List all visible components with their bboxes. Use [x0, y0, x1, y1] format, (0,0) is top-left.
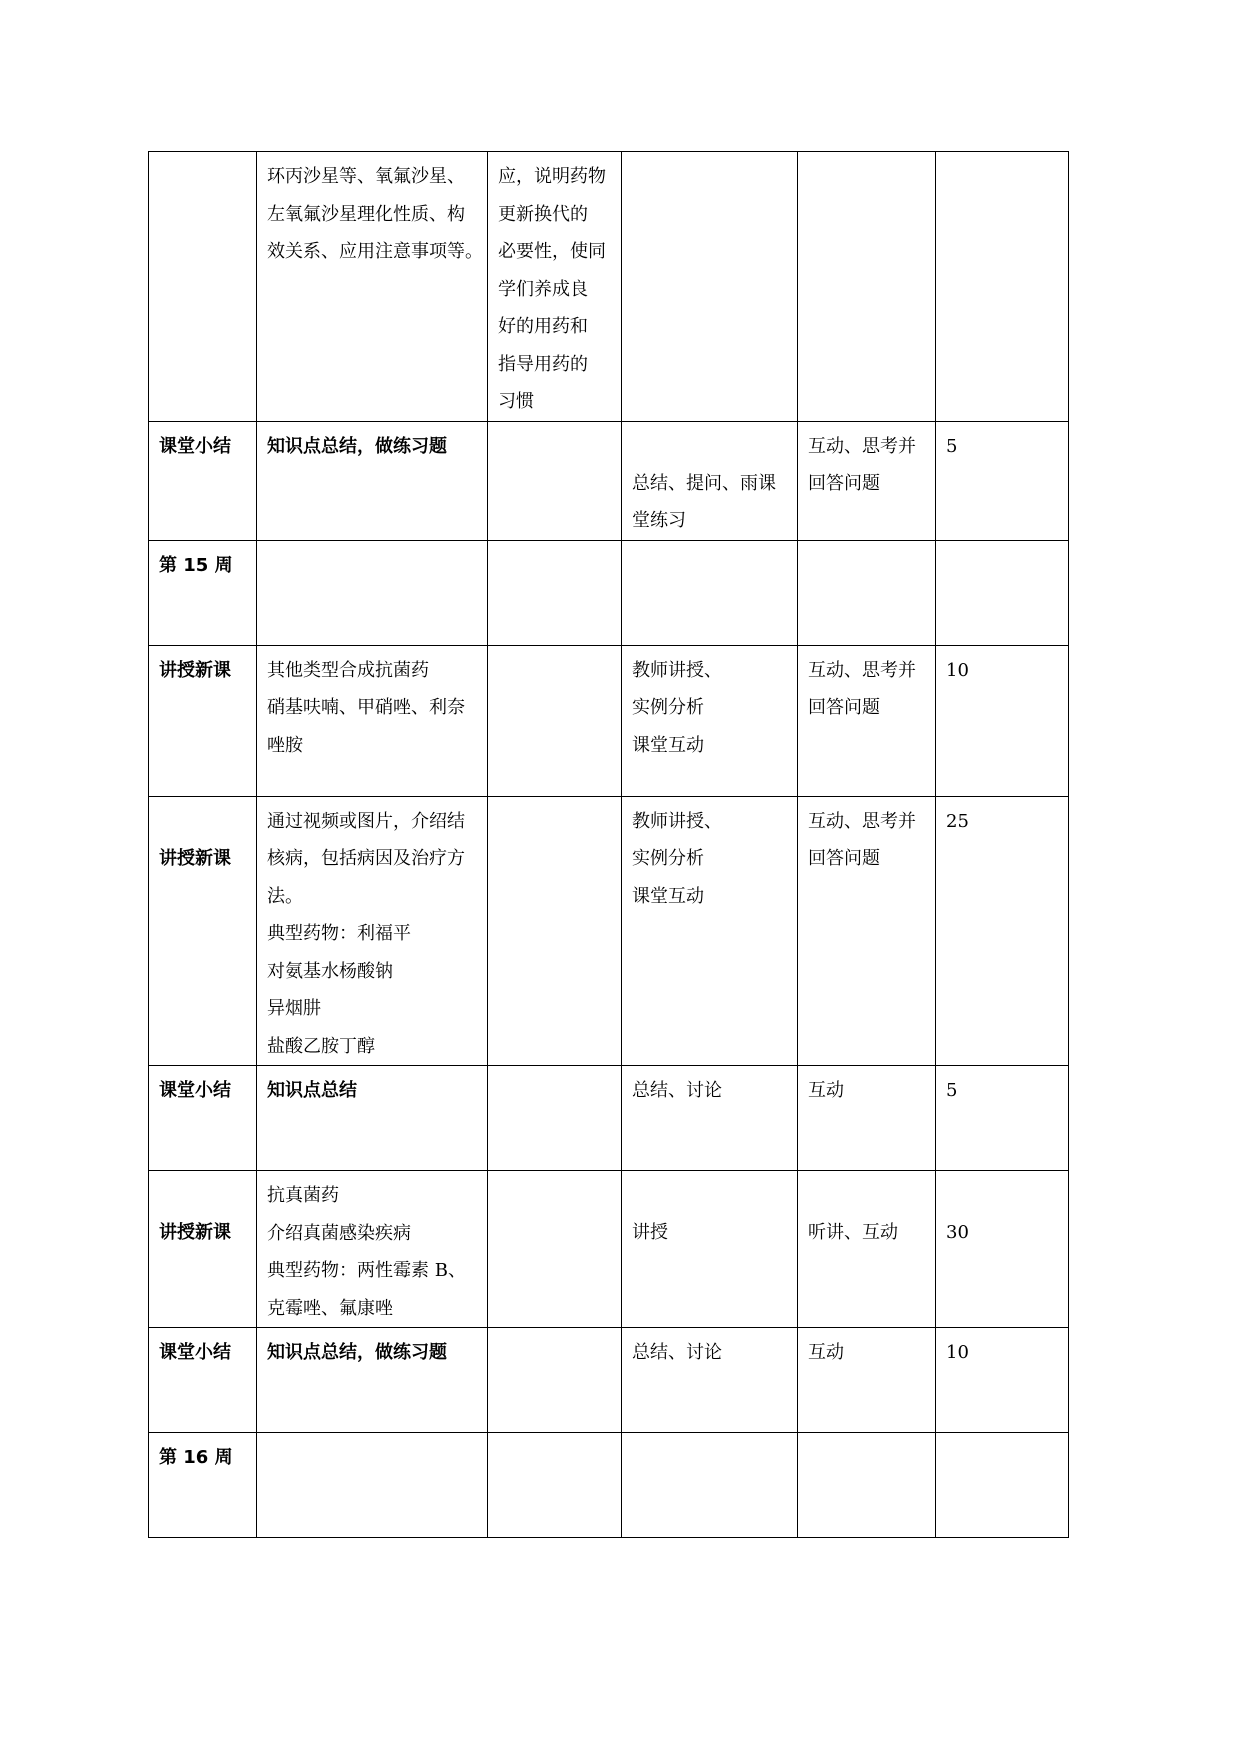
ideology-cell: [488, 421, 622, 540]
minutes-cell: 10: [936, 645, 1069, 796]
method-cell: 讲授: [622, 1171, 798, 1328]
content-cell: 环丙沙星等、氧氟沙星、 左氧氟沙星理化性质、构 效关系、应用注意事项等。: [257, 152, 488, 422]
table-row: [149, 1171, 1069, 1328]
activity-cell: 互动、思考并 回答问题: [798, 796, 936, 1066]
activity-cell: 听讲、互动: [798, 1171, 936, 1328]
minutes-cell: 30: [936, 1171, 1069, 1328]
activity-cell: 互动: [798, 1066, 936, 1171]
stage-cell: 讲授新课: [149, 645, 257, 796]
ideology-cell: [488, 540, 622, 645]
content-cell: 通过视频或图片，介绍结 核病，包括病因及治疗方 法。 典型药物：利福平 对氨基水杨酸钠 异烟肼 盐酸乙胺丁醇: [257, 796, 488, 1066]
ideology-cell: [488, 1066, 622, 1171]
table-row: [149, 540, 1069, 645]
activity-cell: [798, 152, 936, 422]
content-cell: 其他类型合成抗菌药 硝基呋喃、甲硝唑、利奈 唑胺: [257, 645, 488, 796]
stage-cell: [149, 152, 257, 422]
method-cell: 总结、讨论: [622, 1328, 798, 1433]
method-cell: 总结、讨论: [622, 1066, 798, 1171]
minutes-cell: 5: [936, 421, 1069, 540]
method-cell: [622, 540, 798, 645]
method-cell: [622, 1433, 798, 1538]
stage-cell: 讲授新课: [149, 1171, 257, 1328]
activity-cell: 互动: [798, 1328, 936, 1433]
ideology-cell: [488, 1433, 622, 1538]
lesson-plan-table: [148, 151, 1069, 1538]
stage-cell: 讲授新课: [149, 796, 257, 1066]
minutes-cell: [936, 540, 1069, 645]
ideology-cell: [488, 796, 622, 1066]
content-cell: 知识点总结，做练习题: [257, 1328, 488, 1433]
table-row: [149, 152, 1069, 422]
method-cell: 教师讲授、 实例分析 课堂互动: [622, 796, 798, 1066]
content-cell: 知识点总结，做练习题: [257, 421, 488, 540]
table-row: [149, 421, 1069, 540]
minutes-cell: 5: [936, 1066, 1069, 1171]
ideology-cell: [488, 1328, 622, 1433]
minutes-cell: [936, 152, 1069, 422]
activity-cell: 互动、思考并 回答问题: [798, 645, 936, 796]
minutes-cell: 10: [936, 1328, 1069, 1433]
stage-cell: 课堂小结: [149, 1328, 257, 1433]
minutes-cell: [936, 1433, 1069, 1538]
ideology-cell: [488, 645, 622, 796]
activity-cell: [798, 1433, 936, 1538]
minutes-cell: 25: [936, 796, 1069, 1066]
method-cell: 总结、提问、雨课 堂练习: [622, 421, 798, 540]
content-cell: 抗真菌药 介绍真菌感染疾病 典型药物：两性霉素 B、 克霉唑、氟康唑: [257, 1171, 488, 1328]
stage-cell: 第 16 周: [149, 1433, 257, 1538]
stage-cell: 课堂小结: [149, 1066, 257, 1171]
stage-cell: 课堂小结: [149, 421, 257, 540]
content-cell: [257, 1433, 488, 1538]
table-row: [149, 1433, 1069, 1538]
content-cell: 知识点总结: [257, 1066, 488, 1171]
ideology-cell: 应，说明药物 更新换代的 必要性，使同 学们养成良 好的用药和 指导用药的 习惯: [488, 152, 622, 422]
table-row: [149, 1328, 1069, 1433]
ideology-cell: [488, 1171, 622, 1328]
activity-cell: [798, 540, 936, 645]
table-row: [149, 796, 1069, 1066]
activity-cell: 互动、思考并 回答问题: [798, 421, 936, 540]
table-row: [149, 1066, 1069, 1171]
table-row: [149, 645, 1069, 796]
method-cell: [622, 152, 798, 422]
stage-cell: 第 15 周: [149, 540, 257, 645]
method-cell: 教师讲授、 实例分析 课堂互动: [622, 645, 798, 796]
content-cell: [257, 540, 488, 645]
